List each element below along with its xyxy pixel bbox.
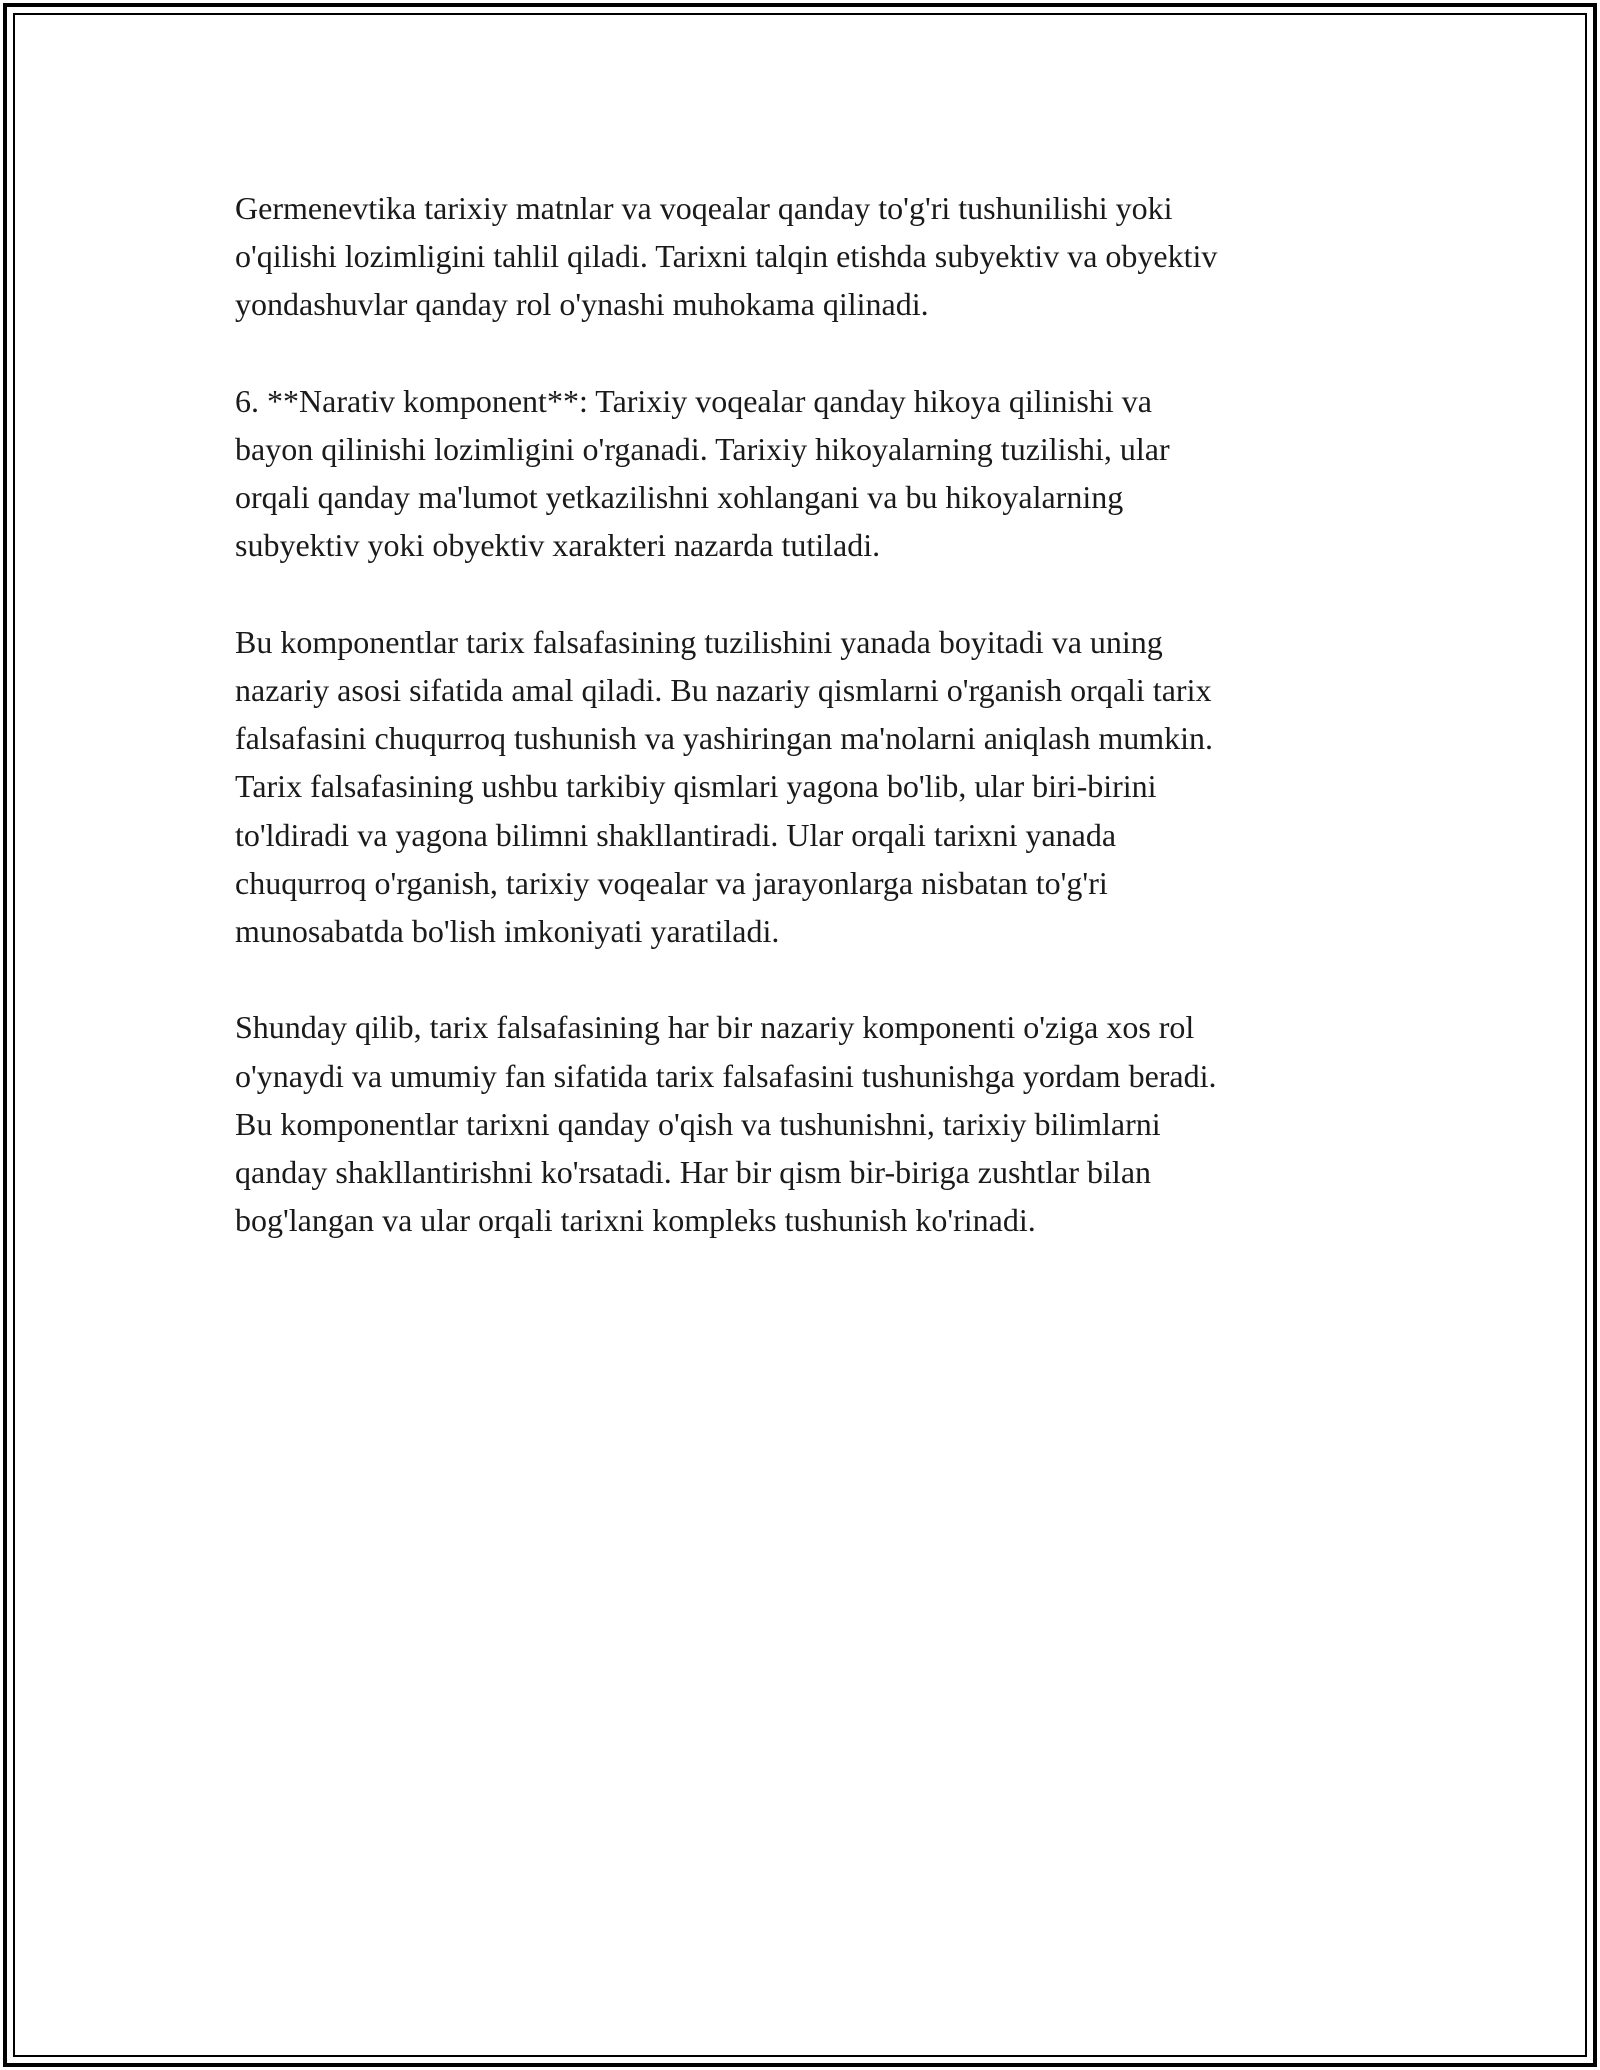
text-line: Tarix falsafasining ushbu tarkibiy qismlari yagona bo'lib, ular biri-birini (235, 768, 1157, 805)
text-line: yondashuvlar qanday rol o'ynashi muhokama qilinadi. (235, 286, 929, 323)
text-line: Shunday qilib, tarix falsafasining har bir nazariy komponenti o'ziga xos rol (235, 1009, 1195, 1046)
document-body (235, 184, 1395, 1293)
text-line: to'ldiradi va yagona bilimni shakllantiradi. Ular orqali tarixni yanada (235, 816, 1117, 853)
text-line: qanday shakllantirishni ko'rsatadi. Har bir qism bir-biriga zushtlar bilan (235, 1154, 1152, 1191)
text-line: o'ynaydi va umumiy fan sifatida tarix falsafasini tushunishga yordam beradi. (235, 1057, 1217, 1094)
text-line: chuqurroq o'rganish, tarixiy voqealar va jarayonlarga nisbatan to'g'ri (235, 864, 1108, 901)
paragraph-germenevtika (235, 184, 1395, 329)
text-line: 6. **Narativ komponent**: Tarixiy voqealar qanday hikoya qilinishi va (235, 382, 1152, 419)
paragraph-narativ-komponent (235, 377, 1395, 570)
paragraph-shunday-qilib (235, 1003, 1395, 1244)
text-line: subyektiv yoki obyektiv xarakteri nazarda tutiladi. (235, 527, 881, 564)
text-line: nazariy asosi sifatida amal qiladi. Bu nazariy qismlarni o'rganish orqali tarix (235, 672, 1212, 708)
text-line: orqali qanday ma'lumot yetkazilishni xohlangani va bu hikoyalarning (235, 479, 1124, 516)
text-line: Bu komponentlar tarix falsafasining tuzilishini yanada boyitadi va uning (235, 623, 1163, 660)
text-line: bayon qilinishi lozimligini o'rganadi. Tarixiy hikoyalarning tuzilishi, ular (235, 431, 1170, 467)
paragraph-komponentlar (235, 618, 1395, 955)
text-line: munosabatda bo'lish imkoniyati yaratiladi. (235, 913, 780, 950)
text-line: bog'langan va ular orqali tarixni kompleks tushunish ko'rinadi. (235, 1202, 1036, 1239)
text-line: o'qilishi lozimligini tahlil qiladi. Tarixni talqin etishda subyektiv va obyektiv (235, 238, 1218, 275)
text-line: falsafasini chuqurroq tushunish va yashiringan ma'nolarni aniqlash mumkin. (235, 720, 1214, 757)
text-line: Bu komponentlar tarixni qanday o'qish va tushunishni, tarixiy bilimlarni (235, 1105, 1161, 1142)
text-line: Germenevtika tarixiy matnlar va voqealar qanday to'g'ri tushunilishi yoki (235, 190, 1173, 226)
